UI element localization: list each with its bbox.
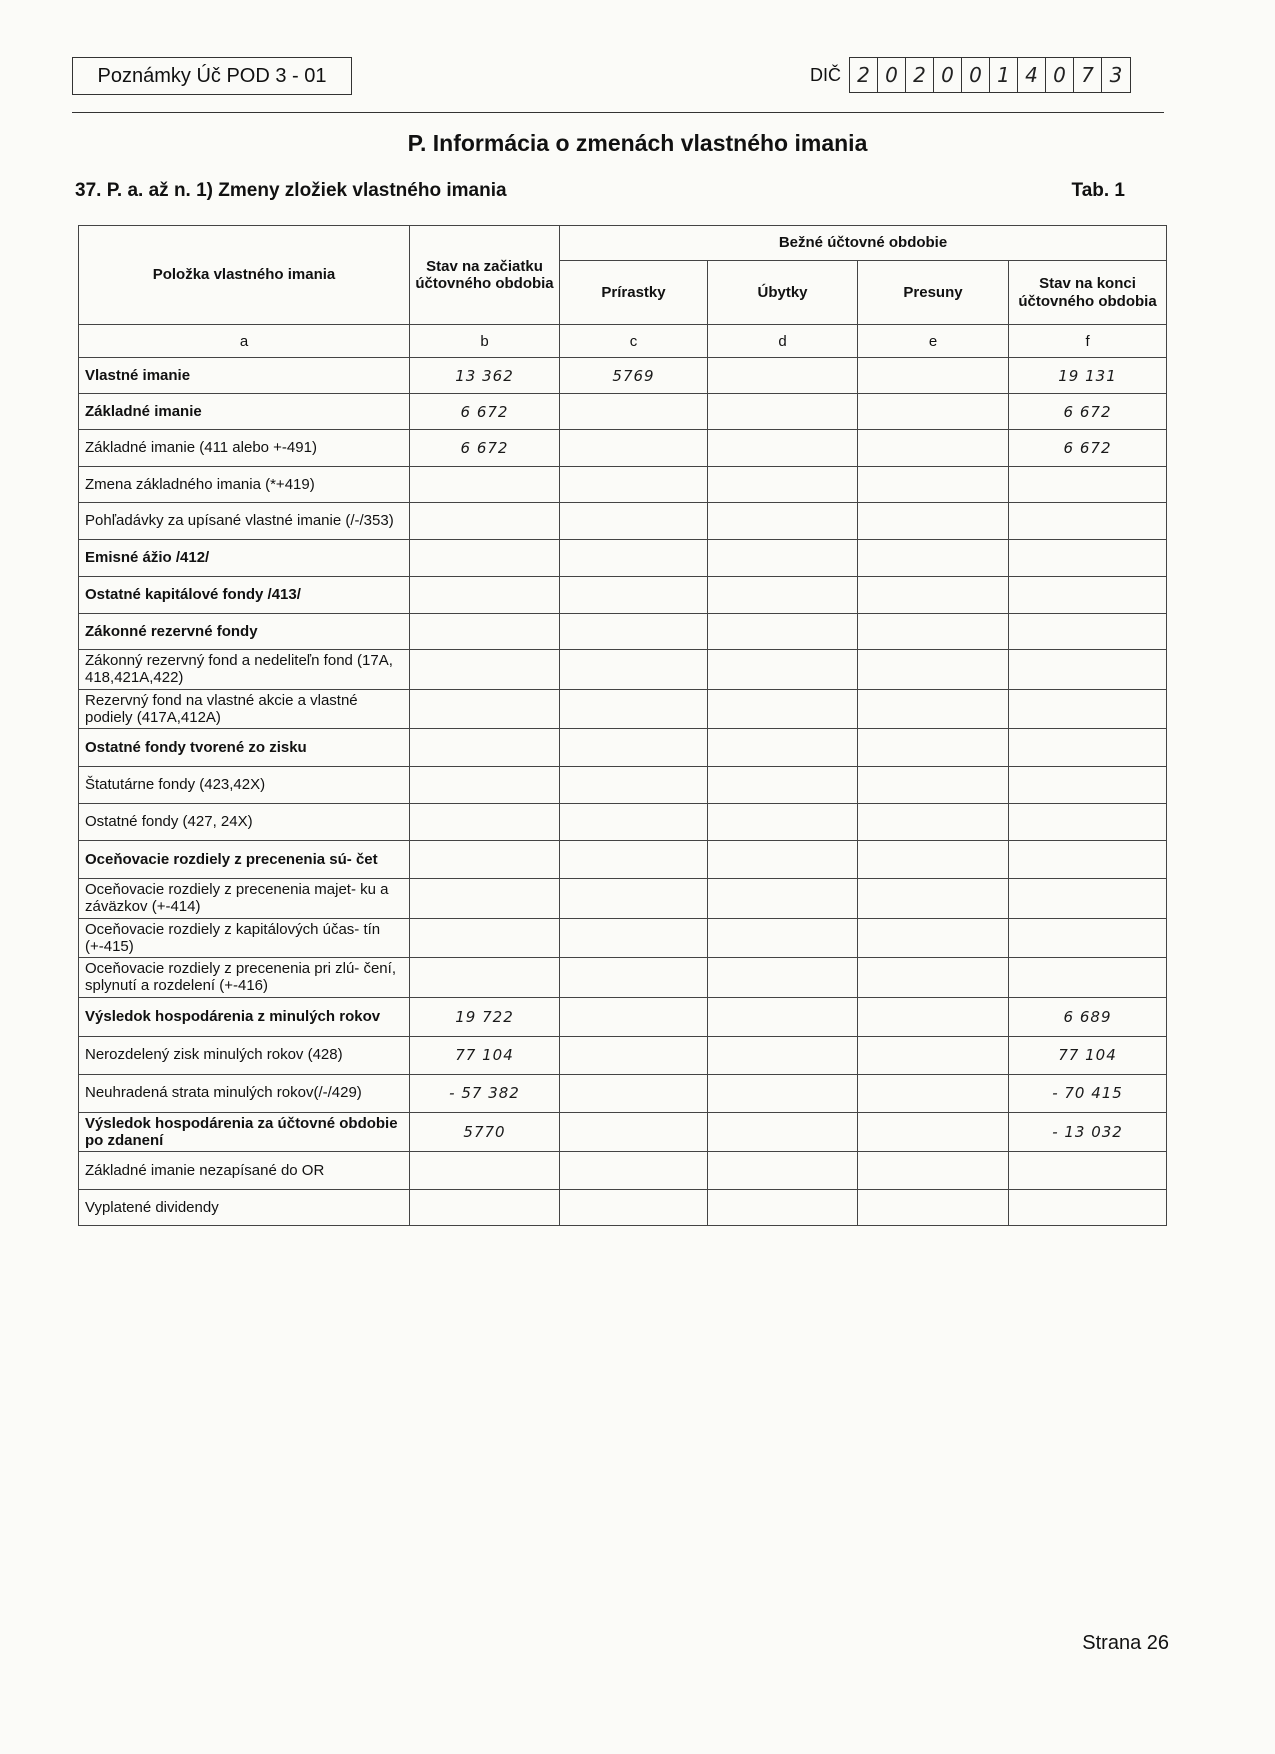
row-label: Zákonné rezervné fondy [79, 614, 410, 650]
value-cell-f [1009, 767, 1167, 804]
header-additions: Prírastky [560, 261, 708, 325]
value-cell-f: 6 672 [1009, 430, 1167, 467]
value-cell-c [560, 394, 708, 430]
value-cell-e [858, 1074, 1009, 1112]
dic-digit: 4 [1018, 58, 1046, 92]
value-cell-f [1009, 1152, 1167, 1190]
value-cell-f [1009, 879, 1167, 919]
column-letter: b [410, 325, 560, 358]
dic-digit: 0 [1046, 58, 1074, 92]
value-cell-d [708, 804, 858, 841]
value-cell-e [858, 650, 1009, 690]
header-transfers: Presuny [858, 261, 1009, 325]
value-cell-e [858, 879, 1009, 919]
value-cell-c: 5769 [560, 358, 708, 394]
value-cell-e [858, 394, 1009, 430]
value-cell-e [858, 1190, 1009, 1226]
value-cell-c [560, 650, 708, 690]
value-cell-d [708, 577, 858, 614]
equity-changes-table [78, 225, 1167, 1226]
row-label: Zmena základného imania (*+419) [79, 467, 410, 503]
dic-boxes [849, 57, 1131, 93]
dic-label: DIČ [810, 64, 841, 85]
page-number: Strana 26 [1082, 1632, 1169, 1654]
column-letter: c [560, 325, 708, 358]
value-cell-e [858, 918, 1009, 958]
value-cell-b [410, 729, 560, 767]
header-divider [72, 112, 1164, 113]
value-cell-e [858, 841, 1009, 879]
table-row [79, 729, 1167, 767]
table-row [79, 689, 1167, 729]
table-row [79, 918, 1167, 958]
column-letter: f [1009, 325, 1167, 358]
value-cell-d [708, 918, 858, 958]
value-cell-f [1009, 650, 1167, 690]
value-cell-c [560, 467, 708, 503]
value-cell-d [708, 729, 858, 767]
value-cell-f [1009, 689, 1167, 729]
value-cell-d [708, 879, 858, 919]
row-label: Ostatné fondy (427, 24X) [79, 804, 410, 841]
table-row [79, 394, 1167, 430]
value-cell-c [560, 729, 708, 767]
value-cell-b [410, 958, 560, 998]
dic-digit: 3 [1109, 63, 1123, 87]
table-subtitle: 37. P. a. až n. 1) Zmeny zložiek vlastného imania [75, 180, 507, 201]
value-cell-c [560, 997, 708, 1036]
value-cell-f [1009, 614, 1167, 650]
value-cell-d [708, 467, 858, 503]
value-cell-b [410, 689, 560, 729]
row-label: Emisné ážio /412/ [79, 540, 410, 577]
value-cell-e [858, 614, 1009, 650]
value-cell-d [708, 430, 858, 467]
value-cell-d [708, 1190, 858, 1226]
value-cell-d [708, 394, 858, 430]
value-cell-d [708, 997, 858, 1036]
row-label: Výsledok hospodárenia z minulých rokov [79, 997, 410, 1036]
value-cell-b [410, 841, 560, 879]
value-cell-d [708, 503, 858, 540]
value-cell-e [858, 467, 1009, 503]
value-cell-c [560, 540, 708, 577]
value-cell-b [410, 1152, 560, 1190]
value-cell-e [858, 540, 1009, 577]
table-row [79, 614, 1167, 650]
row-label: Rezervný fond na vlastné akcie a vlastné podiely (417A,412A) [79, 689, 410, 729]
table-row [79, 997, 1167, 1036]
value-cell-b [410, 650, 560, 690]
row-label: Nerozdelený zisk minulých rokov (428) [79, 1036, 410, 1074]
value-cell-d [708, 540, 858, 577]
dic-digit: 1 [990, 58, 1018, 92]
column-letter: e [858, 325, 1009, 358]
table-row [79, 1112, 1167, 1152]
row-label: Oceňovacie rozdiely z kapitálových účas- tín (+-415) [79, 918, 410, 958]
value-cell-c [560, 1074, 708, 1112]
value-cell-f: 6 689 [1009, 997, 1167, 1036]
row-label: Oceňovacie rozdiely z precenenia sú- čet [79, 841, 410, 879]
value-cell-e [858, 997, 1009, 1036]
value-cell-d [708, 1036, 858, 1074]
row-label: Výsledok hospodárenia za účtovné obdobie po zdanení [79, 1112, 410, 1152]
value-cell-b: 6 672 [410, 430, 560, 467]
table-body [79, 358, 1167, 1226]
value-cell-f [1009, 841, 1167, 879]
value-cell-e [858, 1112, 1009, 1152]
row-label: Základné imanie nezapísané do OR [79, 1152, 410, 1190]
value-cell-c [560, 503, 708, 540]
value-cell-e [858, 804, 1009, 841]
dic-digit: 0 [962, 58, 990, 92]
dic-digit: 0 [934, 58, 962, 92]
table-row [79, 879, 1167, 919]
table-number: Tab. 1 [1071, 180, 1125, 201]
value-cell-f: - 70 415 [1009, 1074, 1167, 1112]
row-label: Základné imanie [79, 394, 410, 430]
value-cell-e [858, 577, 1009, 614]
value-cell-e [858, 729, 1009, 767]
value-cell-c [560, 577, 708, 614]
value-cell-e [858, 1036, 1009, 1074]
table-row [79, 467, 1167, 503]
value-cell-f [1009, 804, 1167, 841]
row-label: Zákonný rezervný fond a nedeliteľn fond (17A, 418,421A,422) [79, 650, 410, 690]
value-cell-b: 5770 [410, 1112, 560, 1152]
table-row [79, 1036, 1167, 1074]
value-cell-c [560, 430, 708, 467]
value-cell-b [410, 1190, 560, 1226]
value-cell-c [560, 689, 708, 729]
value-cell-b [410, 614, 560, 650]
value-cell-c [560, 879, 708, 919]
dic-digit: 2 [850, 58, 878, 92]
value-cell-f: - 13 032 [1009, 1112, 1167, 1152]
row-label: Oceňovacie rozdiely z precenenia pri zlú- čení, splynutí a rozdelení (+-416) [79, 958, 410, 998]
header-current-period: Bežné účtovné obdobie [560, 226, 1167, 261]
value-cell-d [708, 614, 858, 650]
table-row [79, 577, 1167, 614]
table-row [79, 1190, 1167, 1226]
value-cell-d [708, 1074, 858, 1112]
dic-digit: 2 [906, 58, 934, 92]
table-row [79, 841, 1167, 879]
header-end: Stav na konci účtovného obdobia [1009, 261, 1167, 325]
value-cell-b [410, 503, 560, 540]
row-label: Neuhradená strata minulých rokov(/-/429) [79, 1074, 410, 1112]
value-cell-f [1009, 729, 1167, 767]
table-row [79, 1074, 1167, 1112]
value-cell-f [1009, 958, 1167, 998]
value-cell-c [560, 614, 708, 650]
value-cell-d [708, 841, 858, 879]
row-label: Vlastné imanie [79, 358, 410, 394]
value-cell-e [858, 430, 1009, 467]
value-cell-b [410, 577, 560, 614]
header-start: Stav na začiatku účtovného obdobia [410, 226, 560, 325]
value-cell-d [708, 1112, 858, 1152]
value-cell-f [1009, 918, 1167, 958]
value-cell-f: 6 672 [1009, 394, 1167, 430]
value-cell-b: - 57 382 [410, 1074, 560, 1112]
table-row [79, 430, 1167, 467]
header-item: Položka vlastného imania [79, 226, 410, 325]
value-cell-d [708, 767, 858, 804]
document-label: Poznámky Úč POD 3 - 01 [72, 57, 352, 95]
table-row [79, 503, 1167, 540]
value-cell-d [708, 958, 858, 998]
row-label: Vyplatené dividendy [79, 1190, 410, 1226]
value-cell-e [858, 767, 1009, 804]
value-cell-d [708, 689, 858, 729]
value-cell-c [560, 767, 708, 804]
column-letter: d [708, 325, 858, 358]
table-row [79, 1152, 1167, 1190]
value-cell-d [708, 1152, 858, 1190]
column-letter: a [79, 325, 410, 358]
value-cell-b: 6 672 [410, 394, 560, 430]
row-label: Oceňovacie rozdiely z precenenia majet- ku a záväzkov (+-414) [79, 879, 410, 919]
value-cell-c [560, 1112, 708, 1152]
value-cell-c [560, 1190, 708, 1226]
value-cell-b [410, 918, 560, 958]
value-cell-f [1009, 540, 1167, 577]
section-title: P. Informácia o zmenách vlastného imania [407, 130, 868, 156]
row-label: Ostatné kapitálové fondy /413/ [79, 577, 410, 614]
row-label: Základné imanie (411 alebo +-491) [79, 430, 410, 467]
value-cell-b: 19 722 [410, 997, 560, 1036]
value-cell-c [560, 804, 708, 841]
table-row [79, 804, 1167, 841]
dic-digit: 7 [1074, 58, 1102, 92]
row-label: Ostatné fondy tvorené zo zisku [79, 729, 410, 767]
value-cell-e [858, 958, 1009, 998]
value-cell-e [858, 503, 1009, 540]
table-row [79, 767, 1167, 804]
value-cell-c [560, 918, 708, 958]
value-cell-d [708, 650, 858, 690]
value-cell-c [560, 841, 708, 879]
value-cell-f: 77 104 [1009, 1036, 1167, 1074]
value-cell-c [560, 958, 708, 998]
value-cell-b: 77 104 [410, 1036, 560, 1074]
value-cell-e [858, 358, 1009, 394]
value-cell-b [410, 540, 560, 577]
row-label: Pohľadávky za upísané vlastné imanie (/-/353) [79, 503, 410, 540]
row-label: Štatutárne fondy (423,42X) [79, 767, 410, 804]
value-cell-f: 19 131 [1009, 358, 1167, 394]
value-cell-b [410, 467, 560, 503]
dic-field [810, 57, 1131, 93]
value-cell-f [1009, 1190, 1167, 1226]
table-row [79, 958, 1167, 998]
value-cell-f [1009, 577, 1167, 614]
value-cell-b [410, 879, 560, 919]
value-cell-b [410, 767, 560, 804]
value-cell-c [560, 1036, 708, 1074]
value-cell-e [858, 689, 1009, 729]
value-cell-d [708, 358, 858, 394]
header-decreases: Úbytky [708, 261, 858, 325]
value-cell-c [560, 1152, 708, 1190]
value-cell-f [1009, 467, 1167, 503]
value-cell-f [1009, 503, 1167, 540]
table-row [79, 540, 1167, 577]
value-cell-e [858, 1152, 1009, 1190]
dic-digit: 0 [878, 58, 906, 92]
table-row [79, 650, 1167, 690]
value-cell-b: 13 362 [410, 358, 560, 394]
value-cell-b [410, 804, 560, 841]
table-row [79, 358, 1167, 394]
